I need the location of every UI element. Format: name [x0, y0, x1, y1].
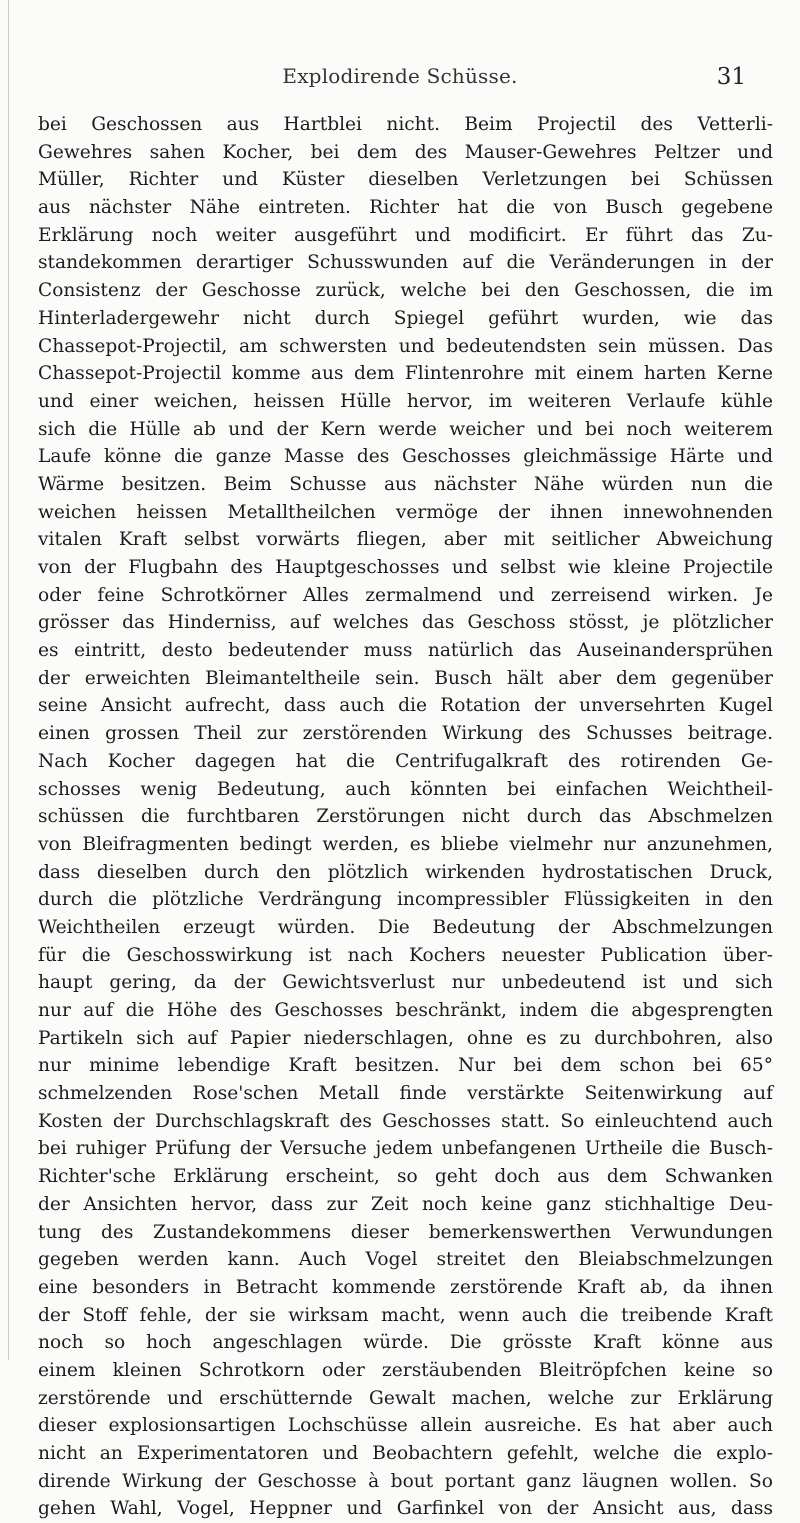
text-line: einen grossen Theil zur zerstörenden Wirkung des Schusses beitrage.: [38, 723, 773, 745]
text-line: seine Ansicht aufrecht, dass auch die Rotation der unversehrten Kugel: [38, 695, 773, 717]
text-line: vitalen Kraft selbst vorwärts fliegen, aber mit seitlicher Abweichung: [38, 529, 773, 551]
text-line: Nach Kocher dagegen hat die Centrifugalkraft des rotirenden Ge-: [38, 750, 773, 772]
text-line: dieser explosionsartigen Lochschüsse allein ausreiche. Es hat aber auch: [38, 1415, 773, 1437]
text-line: schosses wenig Bedeutung, auch könnten bei einfachen Weichtheil-: [38, 778, 773, 800]
text-line: zerstörende und erschütternde Gewalt machen, welche zur Erklärung: [38, 1387, 773, 1409]
text-line: noch so hoch angeschlagen würde. Die grösste Kraft könne aus: [38, 1332, 773, 1354]
text-line: tung des Zustandekommens dieser bemerkenswerthen Verwundungen: [38, 1221, 773, 1243]
text-line: Richter'sche Erklärung erscheint, so geht doch aus dem Schwanken: [38, 1166, 773, 1188]
page-header: [0, 64, 800, 94]
text-line: Consistenz der Geschosse zurück, welche bei den Geschossen, die im: [38, 280, 773, 302]
text-line: standekommen derartiger Schusswunden auf die Veränderungen in der: [38, 252, 773, 274]
text-line: der erweichten Bleimanteltheile sein. Busch hält aber dem gegenüber: [38, 667, 773, 689]
text-line: gehen Wahl, Vogel, Heppner und Garfinkel von der Ansicht aus, dass: [38, 1498, 773, 1520]
text-line: eine besonders in Betracht kommende zerstörende Kraft ab, da ihnen: [38, 1276, 773, 1298]
text-line: gegeben werden kann. Auch Vogel streitet den Bleiabschmelzungen: [38, 1249, 773, 1271]
text-line: weichen heissen Metalltheilchen vermöge der ihnen innewohnenden: [38, 501, 773, 523]
text-line: von Bleifragmenten bedingt werden, es bliebe vielmehr nur anzunehmen,: [38, 833, 773, 855]
text-line: es eintritt, desto bedeutender muss natürlich das Auseinandersprühen: [38, 640, 773, 662]
text-line: Müller, Richter und Küster dieselben Verletzungen bei Schüssen: [38, 169, 773, 191]
text-line: einem kleinen Schrotkorn oder zerstäubenden Bleitröpfchen keine so: [38, 1359, 773, 1381]
text-line: bei Geschossen aus Hartblei nicht. Beim Projectil des Vetterli-: [38, 114, 773, 135]
text-line: nur minime lebendige Kraft besitzen. Nur bei dem schon bei 65°: [38, 1055, 773, 1077]
text-line: dirende Wirkung der Geschosse à bout portant ganz läugnen wollen. So: [38, 1470, 773, 1492]
text-line: von der Flugbahn des Hauptgeschosses und selbst wie kleine Projectile: [38, 557, 773, 578]
body-text: [38, 111, 773, 1523]
text-line: schmelzenden Rose'schen Metall finde verstärkte Seitenwirkung auf: [38, 1083, 773, 1105]
text-line: Chassepot-Projectil komme aus dem Flintenrohre mit einem harten Kerne: [38, 363, 773, 385]
text-line: Laufe könne die ganze Masse des Geschosses gleichmässige Härte und: [38, 446, 773, 468]
text-line: Erklärung noch weiter ausgeführt und modificirt. Er führt das Zu-: [38, 224, 773, 246]
text-line: Wärme besitzen. Beim Schusse aus nächster Nähe würden nun die: [38, 473, 773, 495]
page-binding-edge: [8, 0, 9, 1360]
text-line: Partikeln sich auf Papier niederschlagen, ohne es zu durchbohren, also: [38, 1027, 773, 1049]
text-line: durch die plötzliche Verdrängung incompressibler Flüssigkeiten in den: [38, 889, 773, 911]
text-line: aus nächster Nähe eintreten. Richter hat die von Busch gegebene: [38, 197, 773, 219]
text-line: nur auf die Höhe des Geschosses beschränkt, indem die abgesprengten: [38, 1000, 773, 1021]
text-line: dass dieselben durch den plötzlich wirkenden hydrostatischen Druck,: [38, 861, 773, 883]
text-line: haupt gering, da der Gewichtsverlust nur unbedeutend ist und sich: [38, 972, 773, 994]
text-line: und einer weichen, heissen Hülle hervor, im weiteren Verlaufe kühle: [38, 390, 773, 412]
text-line: Weichtheilen erzeugt würden. Die Bedeutung der Abschmelzungen: [38, 916, 773, 938]
text-line: der Stoff fehle, der sie wirksam macht, wenn auch die treibende Kraft: [38, 1304, 773, 1326]
text-line: der Ansichten hervor, dass zur Zeit noch keine ganz stichhaltige Deu-: [38, 1193, 773, 1215]
text-line: Gewehres sahen Kocher, bei dem des Mauser-Gewehres Peltzer und: [38, 141, 773, 163]
text-line: schüssen die furchtbaren Zerstörungen nicht durch das Abschmelzen: [38, 806, 773, 828]
text-line: Hinterladergewehr nicht durch Spiegel geführt wurden, wie das: [38, 307, 773, 329]
page-number: 31: [716, 64, 746, 90]
running-title: Explodirende Schüsse.: [282, 64, 518, 88]
text-line: bei ruhiger Prüfung der Versuche jedem unbefangenen Urtheile die Busch-: [38, 1138, 773, 1160]
text-line: Kosten der Durchschlagskraft des Geschosses statt. So einleuchtend auch: [38, 1110, 773, 1132]
text-line: grösser das Hinderniss, auf welches das Geschoss stösst, je plötzlicher: [38, 612, 773, 634]
text-line: nicht an Experimentatoren und Beobachtern gefehlt, welche die explo-: [38, 1443, 773, 1464]
text-line: oder feine Schrotkörner Alles zermalmend und zerreisend wirken. Je: [38, 584, 773, 606]
text-line: sich die Hülle ab und der Kern werde weicher und bei noch weiterem: [38, 418, 773, 440]
text-line: Chassepot-Projectil, am schwersten und bedeutendsten sein müssen. Das: [38, 335, 773, 357]
text-line: für die Geschosswirkung ist nach Kochers neuester Publication über-: [38, 944, 773, 966]
